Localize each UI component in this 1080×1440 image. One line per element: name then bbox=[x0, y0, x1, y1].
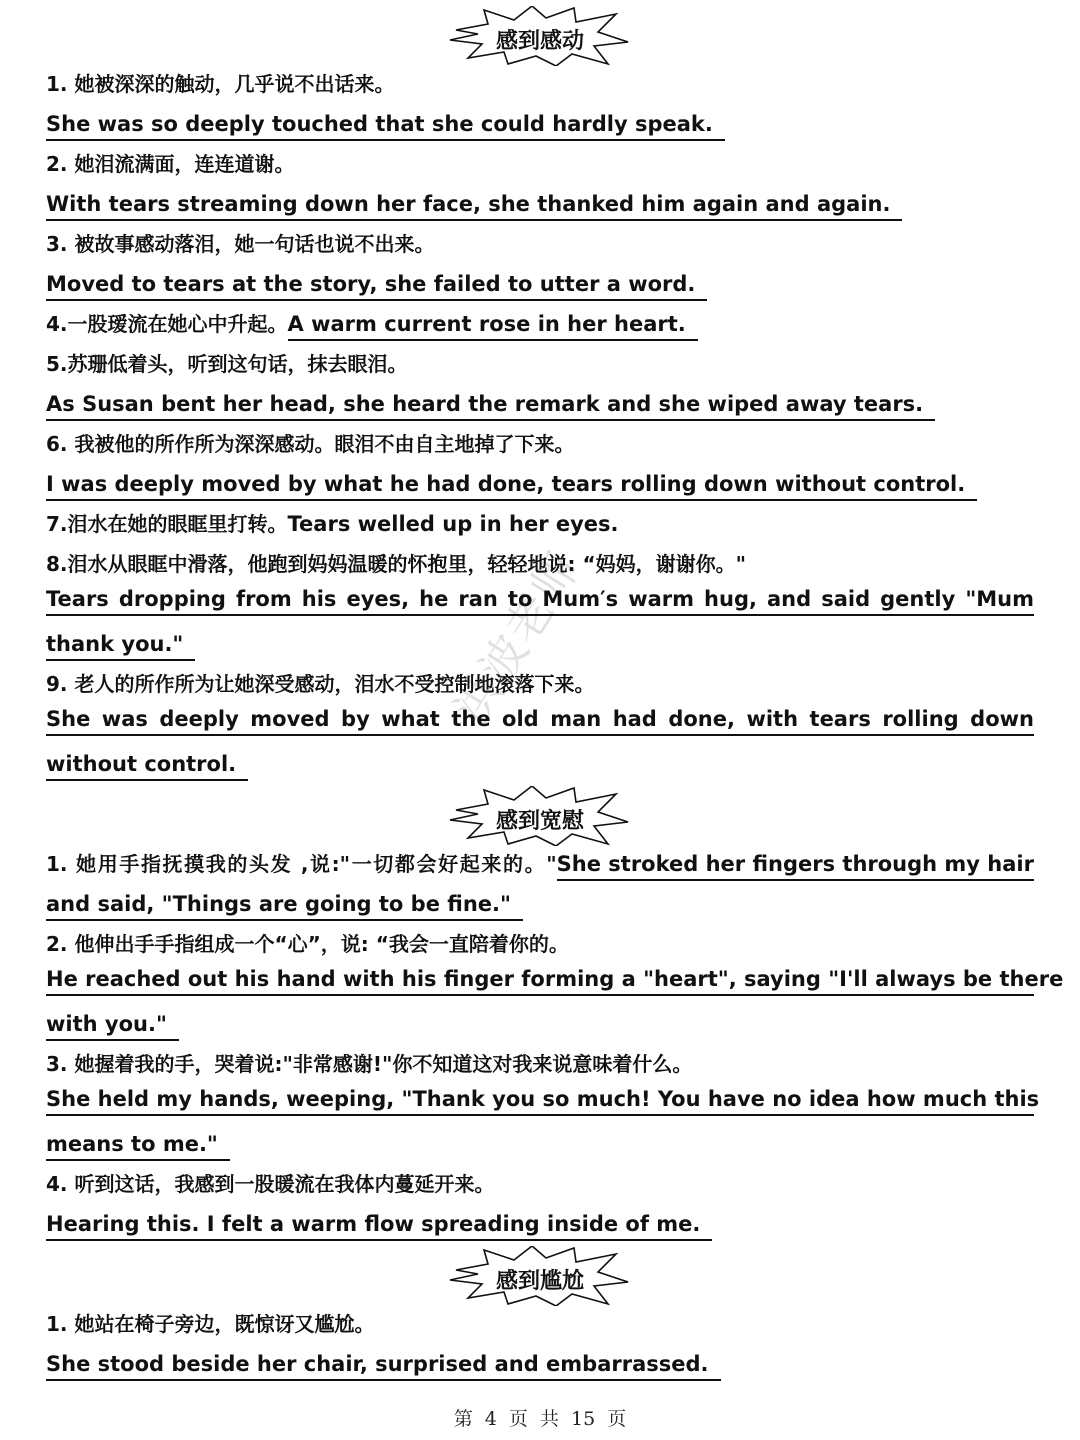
sentence-zh: 6. 我被他的所作所为深深感动。眼泪不由自主地掉了下来。 bbox=[46, 432, 575, 456]
sentence-en: A warm current rose in her heart. bbox=[288, 309, 698, 341]
sentence-zh: 7.泪水在她的眼眶里打转。 bbox=[46, 512, 288, 536]
sentence-en: I was deeply moved by what he had done, tears rolling down without control. bbox=[46, 469, 977, 501]
sentence-en: Hearing this. I felt a warm flow spreading inside of me. bbox=[46, 1209, 712, 1241]
sentence-zh: 2. 他伸出手手指组成一个“心”，说: “我会一直陪着你的。 bbox=[46, 932, 569, 956]
sentence-zh: 3. 被故事感动落泪，她一句话也说不出来。 bbox=[46, 232, 435, 256]
sentence-en: He reached out his hand with his finger forming a "heart", saying "I'll always be there bbox=[46, 964, 1034, 996]
sentence-en: Tears welled up in her eyes. bbox=[287, 512, 619, 536]
sentence-zh: 8.泪水从眼眶中滑落，他跑到妈妈温暖的怀抱里，轻轻地说: “妈妈，谢谢你。" bbox=[46, 552, 747, 576]
sentence-en: With tears streaming down her face, she thanked him again and again. bbox=[46, 189, 902, 221]
sentence-en: She was so deeply touched that she could hardly speak. bbox=[46, 109, 725, 141]
sentence-en: She stood beside her chair, surprised and embarrassed. bbox=[46, 1349, 721, 1381]
sentence-zh: 1. 她站在椅子旁边，既惊讶又尴尬。 bbox=[46, 1312, 375, 1336]
sentence-zh: 2. 她泪流满面，连连道谢。 bbox=[46, 152, 295, 176]
sentence-en: She stroked her fingers through my hair bbox=[557, 849, 1034, 881]
sentence-en: without control. bbox=[46, 749, 248, 781]
sentence-en: Tears dropping from his eyes, he ran to Mum′s warm hug, and said gently "Mum bbox=[46, 584, 1034, 616]
sentence-en: means to me." bbox=[46, 1129, 230, 1161]
sentence-zh: 9. 老人的所作所为让她深受感动，泪水不受控制地滚落下来。 bbox=[46, 672, 595, 696]
sentence-en: with you." bbox=[46, 1009, 179, 1041]
sentence-en: thank you." bbox=[46, 629, 195, 661]
sentence-zh: 3. 她握着我的手，哭着说:"非常感谢!"你不知道这对我来说意味着什么。 bbox=[46, 1052, 693, 1076]
section-header-comforted bbox=[46, 786, 1034, 846]
document-page bbox=[46, 0, 1064, 1440]
section-title: 感到感动 bbox=[495, 29, 584, 54]
section-header-embarrassed bbox=[46, 1246, 1034, 1306]
sentence-zh: 4. 听到这话，我感到一股暖流在我体内蔓延开来。 bbox=[46, 1172, 495, 1196]
section-title: 感到尴尬 bbox=[495, 1269, 584, 1294]
sentence-en: and said, "Things are going to be fine." bbox=[46, 889, 523, 921]
watermark: 洪波老师 bbox=[443, 541, 592, 734]
sentence-en: Moved to tears at the story, she failed to utter a word. bbox=[46, 269, 707, 301]
page-footer: 第 4 页 共 15 页 bbox=[453, 1408, 627, 1430]
sentence-zh: 1. 她用手指抚摸我的头发 ,说:"一切都会好起来的。" bbox=[46, 852, 557, 876]
sentence-en: She held my hands, weeping, "Thank you so much! You have no idea how much this bbox=[46, 1084, 1034, 1116]
sentence-zh: 1. 她被深深的触动，几乎说不出话来。 bbox=[46, 72, 395, 96]
sentence-en: She was deeply moved by what the old man had done, with tears rolling down bbox=[46, 704, 1034, 736]
section-title: 感到宽慰 bbox=[495, 809, 584, 834]
sentence-zh: 4.一股瑷流在她心中升起。 bbox=[46, 312, 288, 336]
sentence-zh: 5.苏珊低着头，听到这句话，抹去眼泪。 bbox=[46, 352, 408, 376]
sentence-en: As Susan bent her head, she heard the remark and she wiped away tears. bbox=[46, 389, 935, 421]
section-header-moved bbox=[46, 6, 1034, 66]
